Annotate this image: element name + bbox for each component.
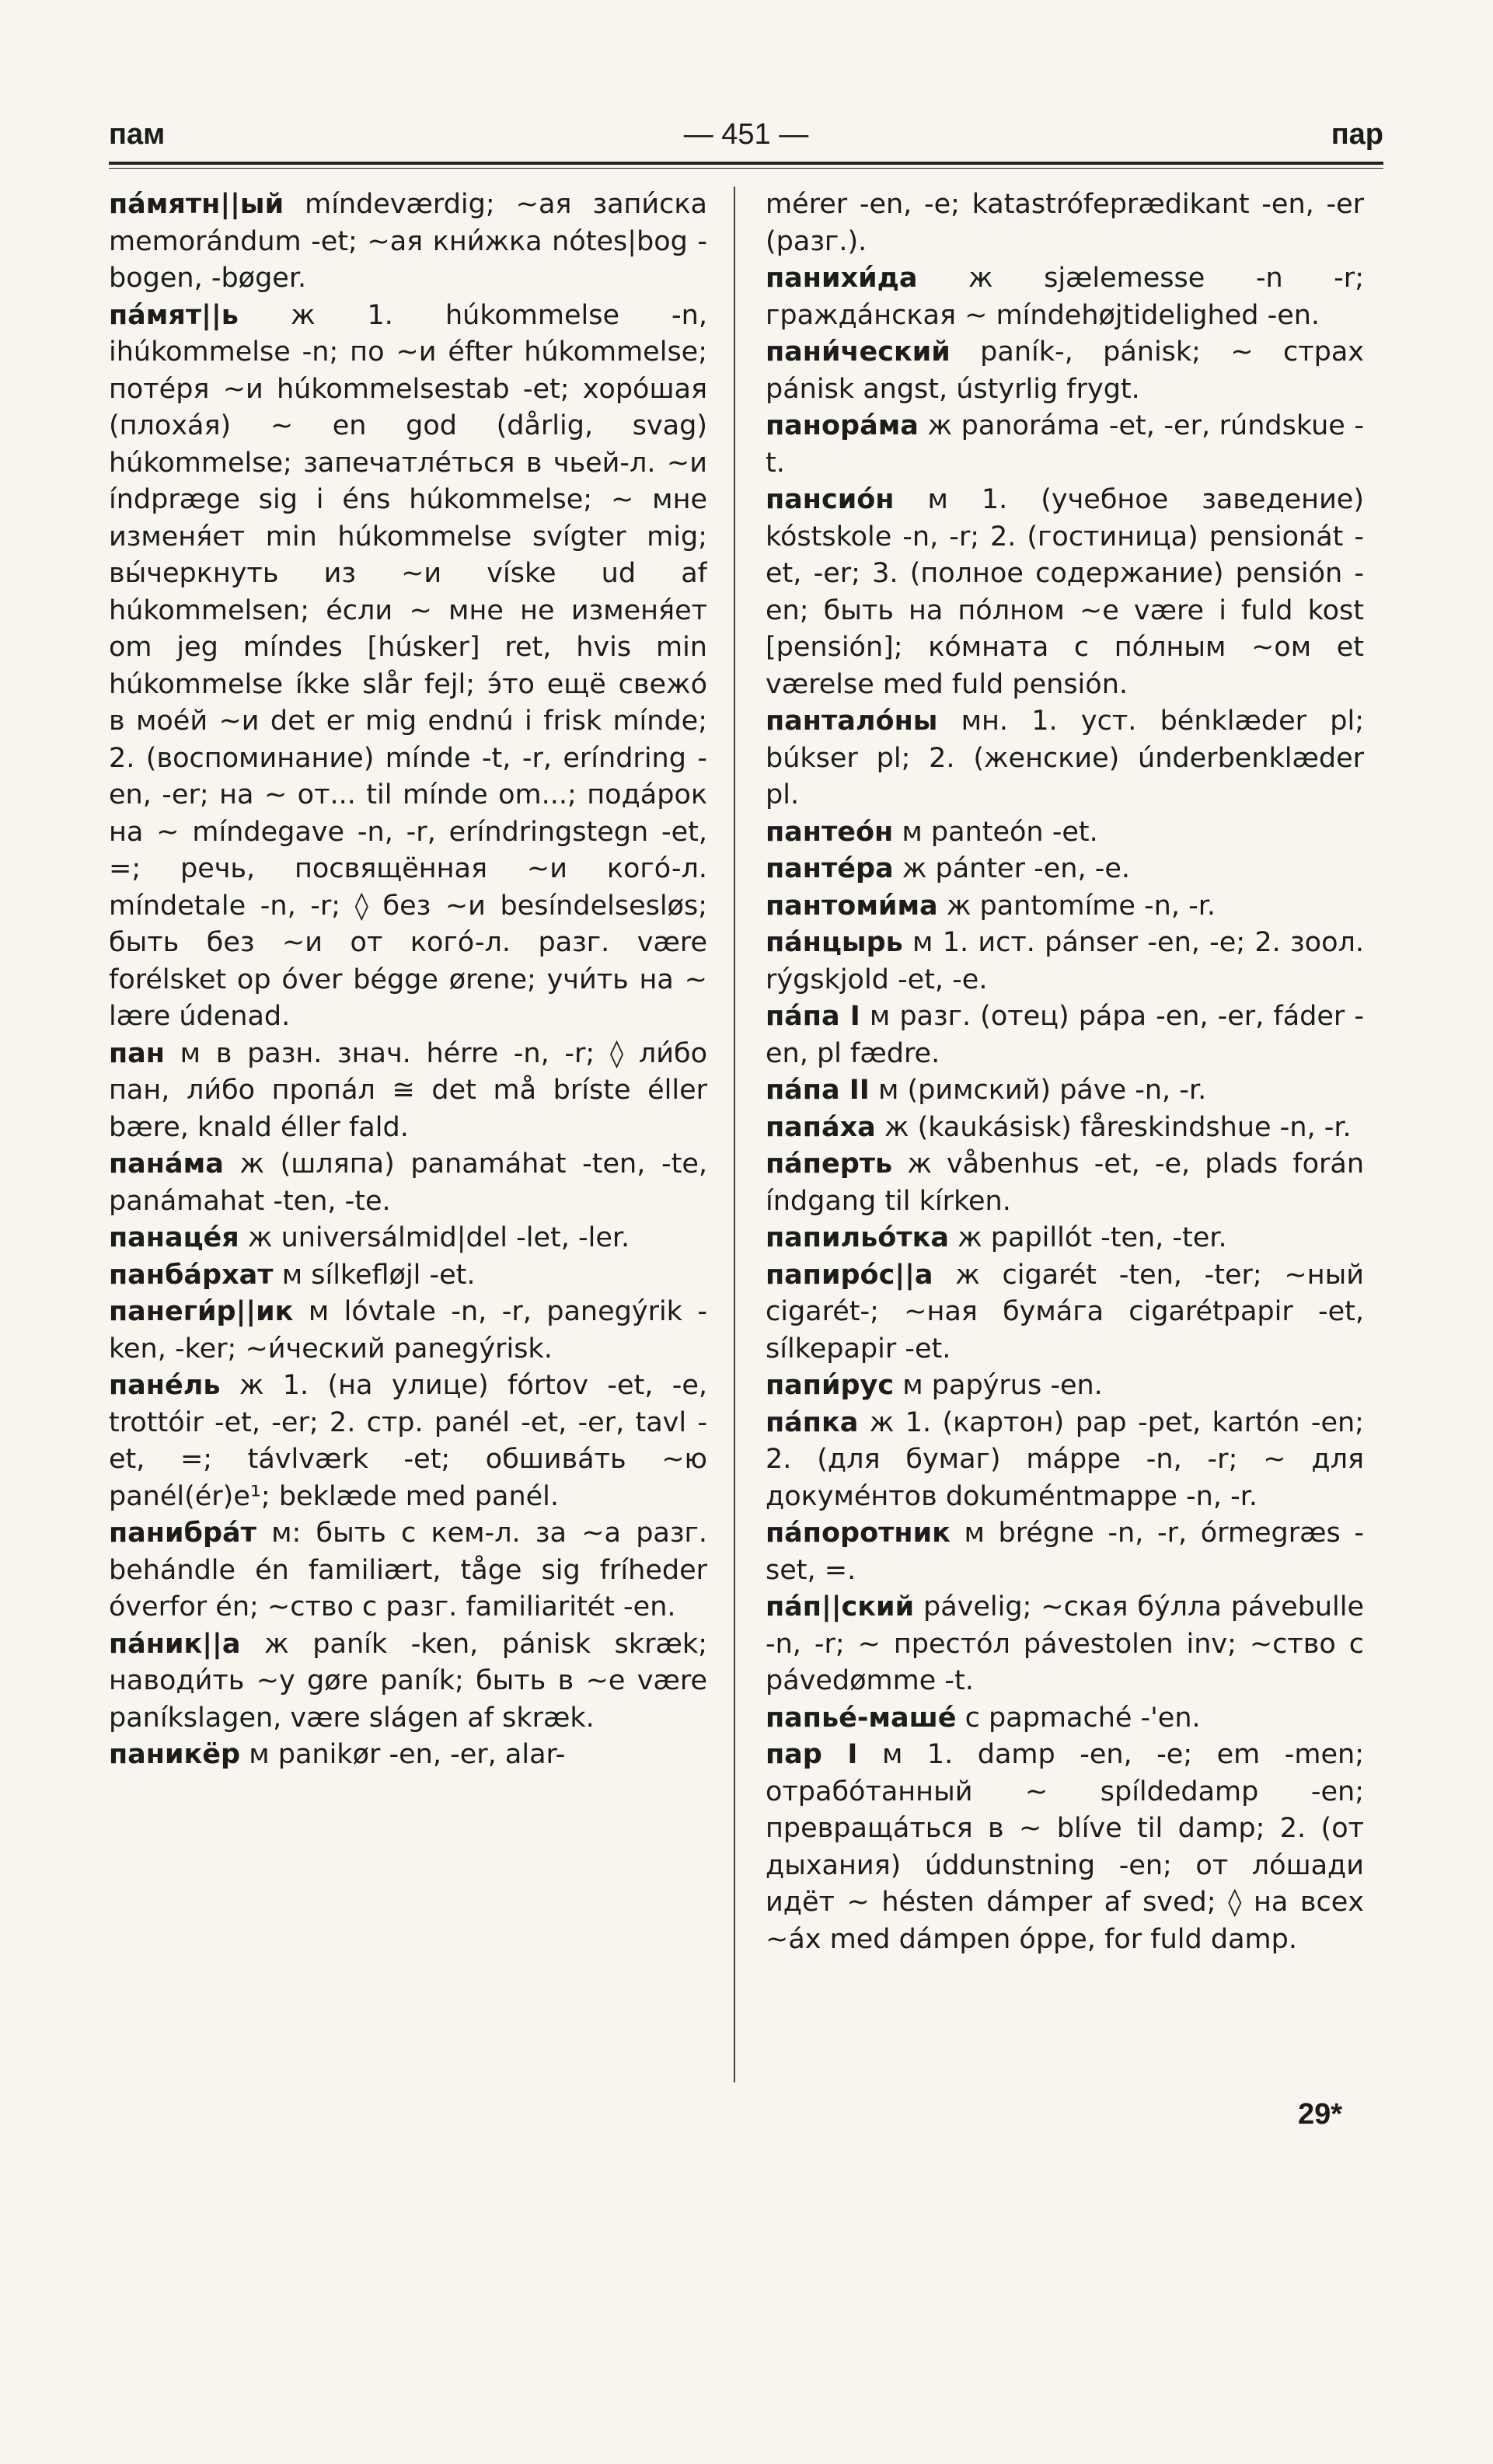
dictionary-entry [766, 1515, 1364, 1589]
entry-headword: панеги́р||ик [109, 1296, 294, 1327]
entry-headword: па́мятн||ый [109, 189, 284, 220]
dictionary-entry [109, 298, 707, 1036]
entry-definition: ж cigarét -ten, -ter; ~ный cigarét-; ~ная бумáга cigarétpapir -et, sílkepapir -et. [766, 1259, 1364, 1364]
entry-headword: панáма [109, 1148, 224, 1180]
entry-headword: па́мят||ь [109, 299, 239, 331]
dictionary-entry [766, 1257, 1364, 1368]
entry-headword: папьé-машé [766, 1702, 957, 1734]
entry-headword: пантéра [766, 853, 894, 884]
entry-headword: паникёр [109, 1739, 241, 1770]
entry-headword: пан [109, 1037, 165, 1069]
header-rule [109, 162, 1383, 169]
entry-headword: папи́рус [766, 1370, 895, 1401]
entry-headword: пáпа II [766, 1075, 870, 1106]
entry-definition: mérer -en, -e; katastrófeprædikant -en, -er (разг.). [766, 189, 1364, 257]
dictionary-entry [766, 482, 1364, 703]
entry-definition: мн. 1. уст. bénklæder pl; búkser pl; 2. (женские) únderbenklæder pl. [766, 706, 1364, 810]
entry-definition: м 1. damp -en, -e; em -men; отрабóтанный ~ spíldedamp -en; превращáться в ~ blíve til damp; 2. (от дыхания) úddunstning -en; от лóшади идёт ~ hésten dámper af sved; ◊ на всех ~áx med dámpen óppe, for fuld damp. [766, 1739, 1364, 1955]
entry-definition: ж 1. (картон) pap -pet, kartón -en; 2. (для бумаг) máppe -n, -r; ~ для докумéнтов dokuméntmappe -n, -r. [766, 1406, 1364, 1512]
entry-headword: папильóтка [766, 1222, 949, 1253]
entry-definition: ж våbenhus -et, -e, plads forán índgang til kírken. [766, 1148, 1364, 1217]
entry-definition: paník-, pánisk; ~ страх pánisk angst, ústyrlig frygt. [766, 336, 1364, 405]
entry-headword: пани́ческий [766, 336, 951, 368]
dictionary-entry [766, 851, 1364, 888]
entry-definition: ж pánter -en, -e. [902, 853, 1130, 884]
entry-definition: м brégne -n, -r, órmegræs -set, =. [766, 1518, 1364, 1586]
dictionary-entry [109, 1515, 707, 1626]
dictionary-entry [766, 814, 1364, 852]
entry-headword: пáпка [766, 1406, 859, 1438]
dictionary-entry [109, 186, 707, 298]
dictionary-entry [109, 1220, 707, 1257]
entry-definition: ж 1. (на улице) fórtov -et, -e, trottóir -et, -er; 2. стр. panél -et, -er, tavl -et, =; távlværk -et; обшивáть ~ю panél(ér)e¹; beklæde med panél. [109, 1370, 707, 1512]
entry-definition: ж (шляпа) panamáhat -ten, -te, panámahat -ten, -te. [109, 1148, 707, 1217]
entry-definition: м: быть с кем-л. за ~а разг. behándle én familiært, tåge sig fríheder óverfor én; ~ство с разг. familiaritét -en. [109, 1518, 707, 1622]
dictionary-entry [766, 334, 1364, 408]
left-running-headword: пам [109, 118, 166, 151]
entry-headword: пáпоротник [766, 1518, 951, 1549]
entry-definition: ж universálmid|del -let, -ler. [247, 1222, 630, 1253]
column-divider [734, 186, 735, 2082]
dictionary-entry [766, 408, 1364, 482]
dictionary-entry [109, 1257, 707, 1295]
left-column [109, 186, 707, 2129]
entry-headword: пансиóн [766, 484, 895, 515]
right-column [766, 186, 1364, 2129]
dictionary-entry [766, 925, 1364, 998]
entry-definition: м panikør -en, -er, alar- [249, 1739, 566, 1770]
entry-headword: пар I [766, 1739, 858, 1770]
dictionary-entry [109, 1626, 707, 1737]
dictionary-entry [109, 1368, 707, 1515]
entry-definition: м в разн. знач. hérre -n, -r; ◊ ли́бо пан, ли́бо пропáл ≅ det må bríste éller bære, knald éller fald. [109, 1037, 707, 1143]
entry-definition: м 1. ист. pánser -en, -e; 2. зоол. rýgskjold -et, -e. [766, 927, 1364, 995]
entry-headword: панбáрхат [109, 1259, 274, 1291]
signature-mark: 29* [1298, 2098, 1343, 2131]
entry-definition: ж 1. húkommelse -n, ihúkommelse -n; по ~и éfter húkommelse; потéря ~и húkommelsestab -et; хорóшая (плохáя) ~ en god (dårlig, svag) húkommelse; запечатлéться в чьей-л. ~и índpræge sig i éns húkommelse; ~ мне изменя́ет min húkommelse svígter mig; вы́черкнуть из ~и víske ud af húkommelsen; éсли ~ мне не изменя́ет om jeg míndes [húsker] ret, hvis min húkommelse íkke slår fejl; э́то ещё свежó в моéй ~и det er mig endnú i frisk mínde; 2. (воспоминание) mínde -t, -r, eríndring -en, -er; на ~ от... til mínde om...; подáрок на ~ míndegave -n, -r, eríndringstegn -et, =; речь, посвящённая ~и когó-л. míndetale -n, -r; ◊ без ~и besíndelsesløs; быть без ~и от когó-л. разг. være forélsket op óver bégge ørene; учи́ть на ~ lære údenad. [109, 299, 707, 1032]
entry-headword: панéль [109, 1370, 221, 1401]
dictionary-entry [766, 1368, 1364, 1405]
dictionary-entry [109, 1036, 707, 1147]
entry-headword: пáнцырь [766, 927, 903, 958]
dictionary-entry [109, 1294, 707, 1368]
dictionary-entry [109, 1146, 707, 1220]
page-number: — 451 — [683, 118, 809, 151]
entry-definition: ж sjælemesse -n -r; граждáнская ~ míndehøjtidelighed -en. [766, 263, 1364, 331]
dictionary-entry [109, 1737, 707, 1774]
entry-headword: пáпа I [766, 1001, 860, 1032]
dictionary-entry [766, 1405, 1364, 1516]
entry-definition: м sílkefløjl -et. [281, 1259, 476, 1291]
entry-definition: с papmaché -'en. [965, 1702, 1201, 1734]
dictionary-entry [766, 703, 1364, 814]
dictionary-entry [766, 1146, 1364, 1220]
entry-headword: пáперть [766, 1148, 893, 1180]
entry-definition: míndeværdig; ~ая запи́ска memorándum -et; ~ая кни́жка nótes|bog -bogen, -bøger. [109, 189, 707, 294]
entry-headword: пáник||а [109, 1628, 241, 1660]
entry-definition: ж pantomíme -n, -r. [946, 890, 1216, 922]
page-header [109, 118, 1383, 165]
entry-definition: ж papillót -ten, -ter. [958, 1222, 1227, 1253]
dictionary-entry [766, 1072, 1364, 1110]
entry-definition: м (римский) páve -n, -r. [877, 1075, 1207, 1106]
entry-headword: пантоми́ма [766, 890, 938, 922]
dictionary-entry [766, 1110, 1364, 1147]
entry-definition: ж panoráma -et, -er, rúndskue -t. [766, 410, 1364, 479]
entry-definition: м panteón -et. [902, 816, 1098, 848]
right-running-headword: пар [1331, 118, 1383, 151]
entry-definition: м 1. (учебное заведение) kóstskole -n, -r; 2. (гостиница) pensionát -et, -er; 3. (полное содержание) pensión -en; быть на пóлном ~е være i fuld kost [pensión]; кóмната с пóлным ~ом et værelse med fuld pensión. [766, 484, 1364, 700]
entry-definition: ж (kaukásisk) fåreskindshue -n, -r. [884, 1111, 1352, 1143]
entry-headword: панацéя [109, 1222, 239, 1253]
entry-headword: пантеóн [766, 816, 894, 848]
entry-definition: м разг. (отец) pápa -en, -er, fáder -en, pl fædre. [766, 1001, 1364, 1069]
entry-definition: м papýrus -en. [902, 1370, 1103, 1401]
entry-headword: панибрáт [109, 1518, 256, 1549]
entry-headword: панорáма [766, 410, 919, 441]
entry-headword: пáп||ский [766, 1591, 915, 1622]
dictionary-entry [766, 998, 1364, 1072]
dictionary-entry [766, 260, 1364, 334]
entry-definition: м lóvtale -n, -r, panegýrik -ken, -ker; ~и́ческий panegýrisk. [109, 1296, 707, 1364]
dictionary-entry [766, 1589, 1364, 1700]
dictionary-entry [766, 186, 1364, 260]
entry-headword: папирóс||а [766, 1259, 933, 1291]
entry-definition: ж paník -ken, pánisk skræk; наводи́ть ~у gøre paník; быть в ~е være paníkslagen, være slágen af skræk. [109, 1628, 707, 1734]
dictionary-entry [766, 1700, 1364, 1737]
dictionary-entry [766, 888, 1364, 925]
dictionary-entry [766, 1737, 1364, 1958]
entry-headword: папáха [766, 1111, 876, 1143]
entry-headword: панихи́да [766, 263, 918, 294]
entry-headword: панталóны [766, 706, 938, 737]
dictionary-entry [766, 1220, 1364, 1257]
entry-definition: pávelig; ~ская бýлла pávebulle -n, -r; ~ престóл pávestolen inv; ~ство с pávedømme -t. [766, 1591, 1364, 1696]
